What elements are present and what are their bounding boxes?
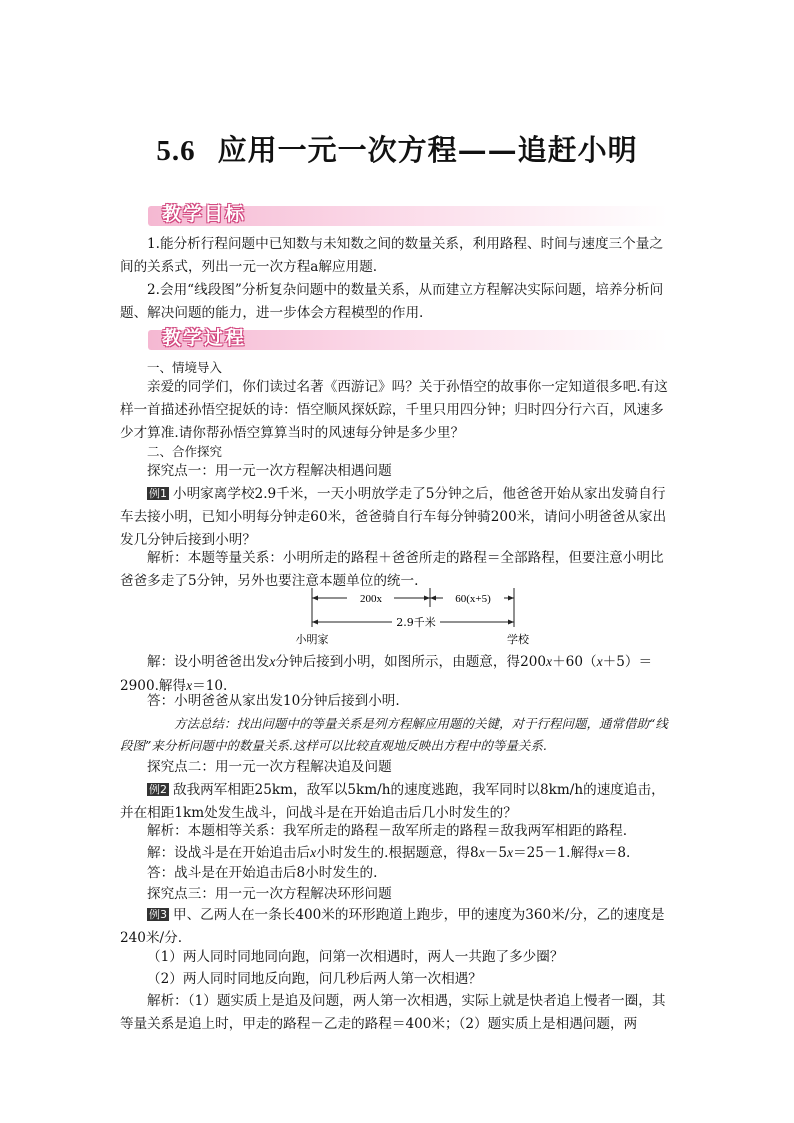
- variable-x: x: [597, 845, 604, 860]
- example-1-analysis: 解析：本题等量关系：小明所走的路程＋爸爸所走的路程＝全部路程，但要注意小明比爸爸多走了5分钟，另外也要注意本题单位的统一.: [120, 550, 664, 589]
- home-label: 小明家: [295, 633, 329, 645]
- solution-text: ＋5）＝2900.解得: [120, 654, 653, 694]
- example-2-analysis: 解析：本题相等关系：我军所走的路程－敌军所走的路程＝敌我两军相距的路程.: [147, 823, 628, 839]
- solution-text: ＝25－1.解得: [513, 845, 598, 861]
- example-3-question-1: （1）两人同时同地同向跑，问第一次相遇时，两人一共跑了多少圈？: [147, 949, 564, 965]
- goals-banner: [148, 200, 668, 230]
- example-3-tag: 例3: [149, 908, 167, 921]
- example-3-text: 甲、乙两人在一条长400米的环形跑道上跑步，甲的速度为360米/分，乙的速度是240米/分.: [120, 907, 665, 946]
- point1-heading: 探究点一：用一元一次方程解决相遇问题: [147, 463, 392, 479]
- total-label: 2.9千米: [396, 616, 436, 629]
- example-2-text: 敌我两军相距25km，敌军以5km/h的速度逃跑，我军同时以8km/h的速度追击，并在相距1km处发生战斗，问战斗是在开始追击后几小时发生的？: [120, 782, 665, 821]
- goal-2: 2.会用“线段图”分析复杂问题中的数量关系，从而建立方程解决实际问题，培养分析问题、解决问题的能力，进一步体会方程模型的作用.: [120, 282, 664, 321]
- example-1-text: 小明家离学校2.9千米，一天小明放学走了5分钟之后，他爸爸开始从家出发骑自行车去接小明，已知小明每分钟走60米，爸爸骑自行车每分钟骑200米，请问小明爸爸从家出发几分钟后接到小明？: [120, 486, 667, 548]
- point3-heading: 探究点三：用一元一次方程解决环形问题: [147, 886, 392, 902]
- solution-text: 分钟后接到小明，如图所示，由题意，得200: [275, 654, 547, 670]
- example-3-question-2: （2）两人同时同地反向跑，问几秒后两人第一次相遇？: [147, 971, 482, 987]
- example-3-analysis: 解析：（1）题实质上是追及问题，两人第一次相遇，实际上就是快者追上慢者一圈，其等量关系是追上时，甲走的路程－乙走的路程＝400米；（2）题实质上是相遇问题，两: [120, 993, 666, 1032]
- solution-text: ＋60（: [552, 654, 597, 670]
- variable-x: x: [596, 654, 603, 669]
- solution-text: ＝8.: [603, 845, 631, 861]
- solution-text: 小时发生的.根据题意，得8: [316, 845, 479, 861]
- example-1-answer: 答：小明爸爸从家出发10分钟后接到小明.: [147, 693, 400, 709]
- goal-1: 1.能分析行程问题中已知数与未知数之间的数量关系，利用路程、时间与速度三个量之间的关系式，列出一元一次方程a解应用题.: [120, 236, 663, 275]
- goals-heading: 教学目标: [162, 203, 247, 225]
- part1-heading: 一、情境导入: [147, 360, 223, 375]
- example-2: [120, 779, 676, 825]
- method-summary: 方法总结：找出问题中的等量关系是列方程解应用题的关键，对于行程问题，通常借助“线段图”来分析问题中的数量关系.这样可以比较直观地反映出方程中的等量关系.: [120, 716, 668, 753]
- solution-text: ＝10.: [192, 678, 228, 694]
- part1-text: 亲爱的同学们，你们读过名著《西游记》吗？关于孙悟空的故事你一定知道很多吧.有这样一首描述孙悟空捉妖的诗：悟空顺风探妖踪，千里只用四分钟；归时四分行六百，风速多少才算准.请你帮孙悟空算算当时的风速每分钟是多少里？: [120, 379, 668, 441]
- example-3: [120, 904, 676, 950]
- title-text: 应用一元一次方程——追赶小明: [217, 133, 638, 167]
- example-2-answer: 答：战斗是在开始追击后8小时发生的.: [147, 865, 378, 881]
- school-label: 学校: [507, 633, 529, 645]
- variable-x: x: [269, 654, 276, 669]
- example-2-tag: 例2: [149, 783, 167, 796]
- seg1-label: 200x: [360, 593, 382, 605]
- solution-text: 解：设战斗是在开始追击后: [147, 845, 311, 861]
- example-1-tag: 例1: [149, 487, 167, 500]
- seg2-label: 60(x+5): [455, 593, 491, 605]
- example-1: [120, 483, 676, 552]
- section-number: 5.6: [156, 135, 196, 167]
- process-banner: [148, 324, 668, 354]
- variable-x: x: [506, 845, 514, 860]
- point2-heading: 探究点二：用一元一次方程解决追及问题: [147, 759, 392, 775]
- process-heading: 教学过程: [162, 327, 247, 349]
- solution-text: 解：设小明爸爸出发: [147, 654, 270, 670]
- part2-heading: 二、合作探究: [147, 444, 223, 459]
- page-title: [0, 128, 794, 169]
- line-segment-diagram: [280, 585, 550, 645]
- variable-x: x: [310, 845, 317, 860]
- solution-text: －5: [484, 845, 507, 861]
- variable-x: x: [186, 678, 193, 693]
- variable-x: x: [546, 654, 553, 669]
- variable-x: x: [478, 845, 485, 860]
